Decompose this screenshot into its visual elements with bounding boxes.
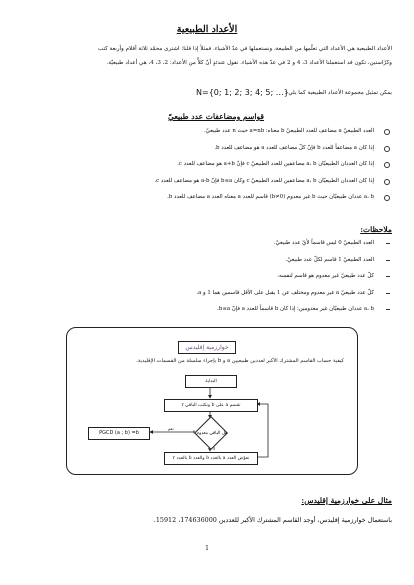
intro-line-2: وكرّاستين، تكون قد استعملنا الأعداد 3، 4 و 2 في عدّ هذه الأشياء. نقول عندئذٍ أنّ كلاًّ من الأعداد: 2، 3، 4، هي أعداد طبيعيّة. <box>106 60 392 66</box>
algorithm-description: كيفية حساب القاسم المشترك الأكبر لعددين طبيعيين a و b بإجراء سلسلة من القسمات الإقليدية. <box>136 358 344 364</box>
example-text: باستعمال خوارزمية إقليدس، أوجد القاسم المشترك الأكبر للعددين 174636000، 15912. <box>153 516 392 524</box>
list-item: إذا كان العددان الطبيعيّان a، b مضاعفين للعدد الطبيعيّ c وكان b≤a فإنّ a-b هو مضاعف للعدد c. <box>24 176 390 193</box>
intro-line-1: الأعداد الطبيعية هي الأعداد التي تعلّمها من الطبيعة، ونستعملها في عدّ الأشياء. فمثلاً إذا قلنا: اشترى محمّد ثلاثة أقلام وأربعة كتب <box>97 46 392 52</box>
list-item: العدد الطبيعيّ 1 قاسم لكلّ عدد طبيعيّ. <box>24 255 390 272</box>
list-item: كلّ عدد طبيعيّ a غير معدوم ومختلف عن 1 يقبل على الأقل قاسمين هما 1 و a. <box>24 288 390 305</box>
list-item: العدد الطبيعيّ a مضاعف للعدد الطبيعيّ b معناه: a=nb حيث n عدد طبيعيّ. <box>24 126 390 143</box>
algorithm-title: خوارزمية إقليدس <box>178 341 236 354</box>
flow-replace-step: نعوّض العدد a بالعدد b والعدد b بالعدد r <box>164 452 258 465</box>
list-item: إذا كان a مضاعفاً للعدد b فإنّ كلّ مضاعف للعدد a هو مضاعف للعدد b. <box>24 143 390 160</box>
natural-numbers-set: N={0; 1; 2; 3; 4; 5; …} <box>196 88 289 97</box>
flow-start: البداية <box>185 375 237 388</box>
list-item: إذا كان العددان الطبيعيّان a، b مضاعفين للعدد الطبيعيّ c فإنّ a+b هو مضاعف للعدد c. <box>24 159 390 176</box>
section-heading-divisors: قواسم ومضاعفات عدد طبيعيّ <box>168 112 264 121</box>
flow-condition-label: هل الباقي معدوم ؟ <box>192 431 228 436</box>
page-number: 1 <box>205 545 209 552</box>
list-item: a، b عددان طبيعيّان غير معدومين: إذا كان b قاسماً للعدد a فإنّ b≤a. <box>24 304 390 321</box>
flow-result: PGCD (a ; b) =b <box>88 427 150 440</box>
list-item: العدد الطبيعيّ 0 ليس قاسماً لأيّ عدد طبيعيّ. <box>24 238 390 255</box>
page-title: الأعداد الطبيعية <box>176 24 238 35</box>
flow-no-label: لا <box>213 446 216 451</box>
list-item: a، b عددان طبيعيّان حيث b غير معدوم (b≠0) قاسم للعدد a معناه العدد a مضاعف للعدد b. <box>24 192 390 209</box>
section-heading-notes: ملاحظات: <box>360 225 392 234</box>
set-text: يمكن تمثيل مجموعة الأعداد الطبيعية كما يلي : <box>284 90 392 96</box>
list-item: كلّ عدد طبيعيّ غير معدوم هو قاسم لنفسه. <box>24 271 390 288</box>
section-heading-example: مثال على خوارزمية إقليدس: <box>301 496 392 505</box>
flow-yes-label: نعم <box>168 426 174 431</box>
flow-divide-step: نقسم a على b ونكتب الباقي r <box>164 399 258 412</box>
